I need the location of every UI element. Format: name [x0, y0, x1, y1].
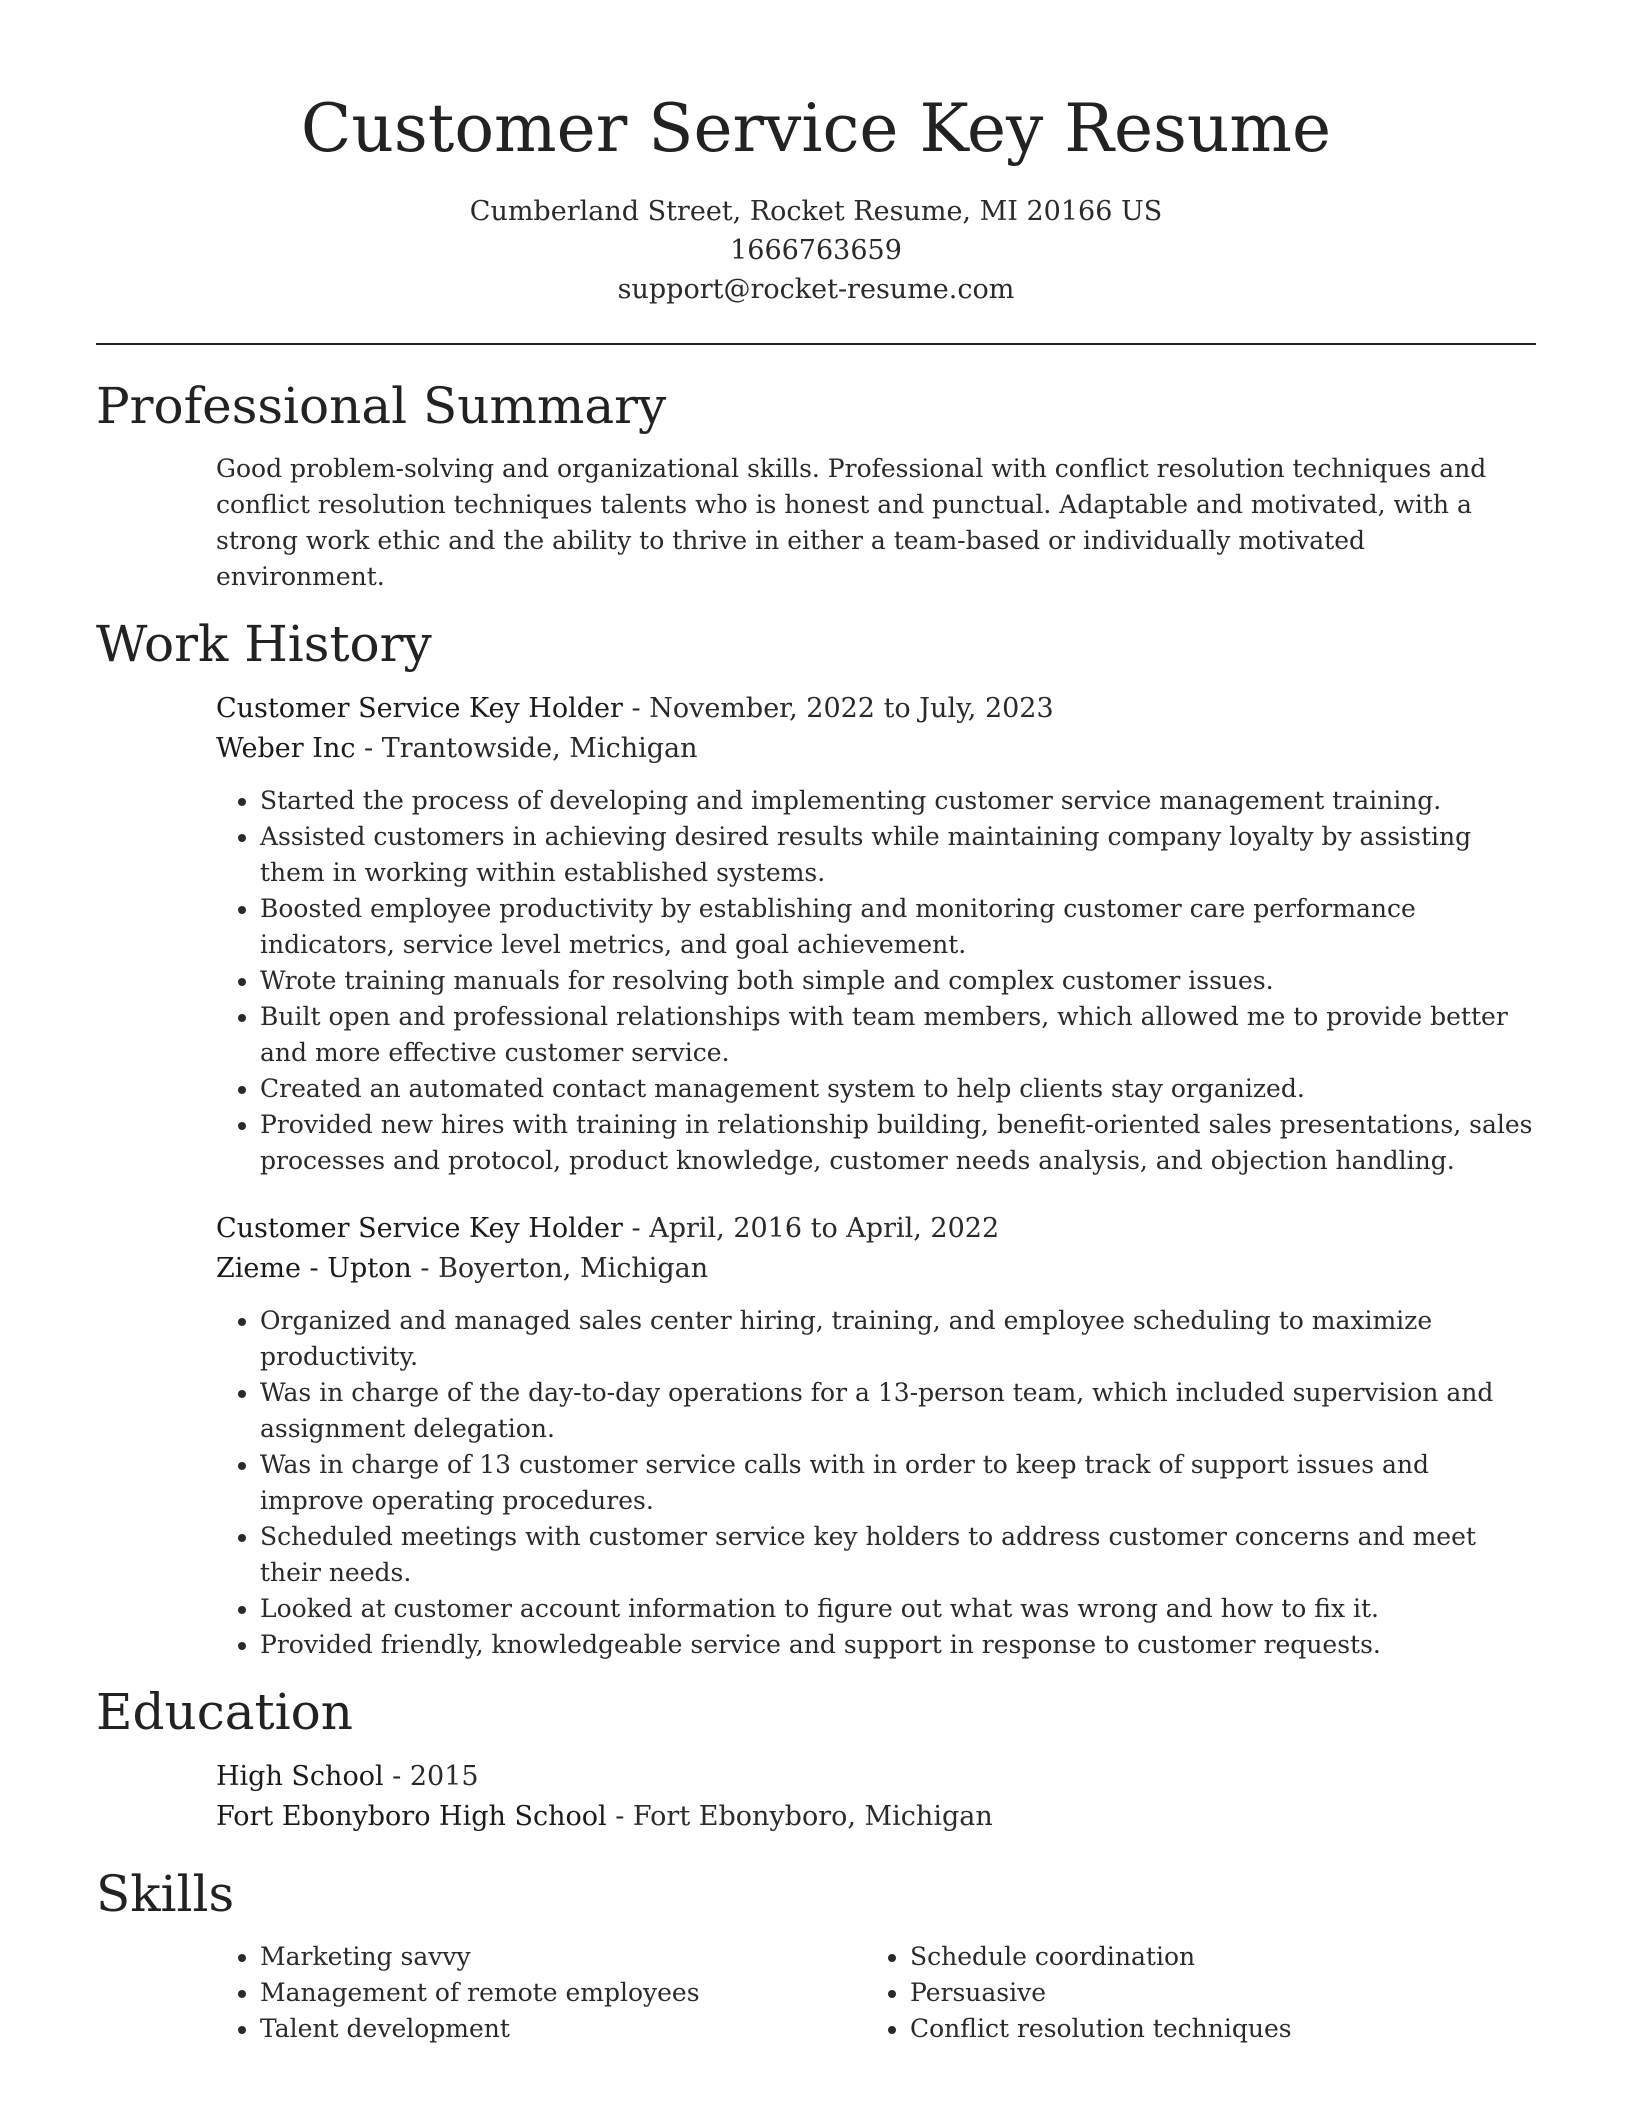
contact-info	[96, 192, 1536, 309]
job-entry	[96, 1209, 1536, 1663]
job-title-line	[216, 1209, 1536, 1249]
list-item: • Looked at customer account information to figure out what was wrong and how to fix it.	[260, 1591, 1536, 1627]
list-item: • Was in charge of 13 customer service calls with in order to keep track of support issues and improve operating procedures.	[260, 1447, 1536, 1519]
job-role: Customer Service Key Holder	[216, 1213, 623, 1244]
job-dates: - April, 2016 to April, 2022	[622, 1213, 1000, 1244]
skills-list	[866, 1939, 1516, 2047]
education-heading: Education	[96, 1683, 353, 1741]
list-item: • Persuasive	[910, 1975, 1516, 2011]
job-bullets	[216, 783, 1536, 1179]
job-title-line	[216, 689, 1536, 729]
job-entry	[96, 689, 1536, 1179]
phone: 1666763659	[730, 235, 902, 266]
job-location: - Boyerton, Michigan	[411, 1253, 709, 1284]
list-item: • Provided friendly, knowledgeable service and support in response to customer requests.	[260, 1627, 1536, 1663]
school-name: Fort Ebonyboro High School	[216, 1801, 607, 1832]
list-item: • Organized and managed sales center hiring, training, and employee scheduling to maximize productivity.	[260, 1303, 1536, 1375]
list-item: • Started the process of developing and implementing customer service management training.	[260, 783, 1536, 819]
job-company-line	[216, 1249, 1536, 1289]
resume-title: Customer Service Key Resume	[300, 90, 1332, 167]
job-bullets	[216, 1303, 1536, 1663]
job-location: - Trantowside, Michigan	[355, 733, 698, 764]
summary-section	[96, 375, 1536, 595]
work-heading: Work History	[96, 615, 432, 673]
work-section	[96, 613, 1536, 1663]
job-company: Zieme - Upton	[216, 1253, 412, 1284]
list-item: • Provided new hires with training in relationship building, benefit-oriented sales presentations, sales processes and protocol, product knowledge, customer needs analysis, and objection handling.	[260, 1107, 1536, 1179]
skills-column-left	[216, 1925, 866, 2047]
skills-section	[96, 1863, 1536, 2047]
list-item: • Assisted customers in achieving desired results while maintaining company loyalty by assisting them in working within established systems.	[260, 819, 1536, 891]
skills-heading: Skills	[96, 1865, 235, 1923]
job-role: Customer Service Key Holder	[216, 693, 623, 724]
list-item: • Was in charge of the day-to-day operations for a 13-person team, which included supervision and assignment delegation.	[260, 1375, 1536, 1447]
degree-line	[216, 1757, 1536, 1797]
list-item: • Created an automated contact management system to help clients stay organized.	[260, 1071, 1536, 1107]
skills-list	[216, 1939, 866, 2047]
education-section	[96, 1681, 1536, 1837]
job-company-line	[216, 729, 1536, 769]
degree: High School	[216, 1761, 384, 1792]
email: support@rocket-resume.com	[617, 274, 1015, 305]
summary-heading: Professional Summary	[96, 377, 667, 435]
header-divider	[96, 343, 1536, 345]
list-item: • Schedule coordination	[910, 1939, 1516, 1975]
list-item: • Conflict resolution techniques	[910, 2011, 1516, 2047]
list-item: • Management of remote employees	[260, 1975, 866, 2011]
resume-header	[96, 0, 1536, 309]
list-item: • Marketing savvy	[260, 1939, 866, 1975]
list-item: • Built open and professional relationships with team members, which allowed me to provide better and more effective customer service.	[260, 999, 1536, 1071]
list-item: • Talent development	[260, 2011, 866, 2047]
skills-grid	[96, 1925, 1536, 2047]
school-location: - Fort Ebonyboro, Michigan	[606, 1801, 993, 1832]
job-dates: - November, 2022 to July, 2023	[622, 693, 1054, 724]
address: Cumberland Street, Rocket Resume, MI 20166 US	[469, 196, 1163, 227]
list-item: • Wrote training manuals for resolving both simple and complex customer issues.	[260, 963, 1536, 999]
education-entry	[96, 1757, 1536, 1837]
school-line	[216, 1797, 1536, 1837]
job-company: Weber Inc	[216, 733, 356, 764]
summary-text: Good problem-solving and organizational skills. Professional with conflict resolution techniques and conflict resolution techniques talents who is honest and punctual. Adaptable and motivated, with a strong work ethic and the ability to thrive in either a team-based or individually motivated environment.	[216, 454, 1487, 591]
list-item: • Boosted employee productivity by establishing and monitoring customer care performance indicators, service level metrics, and goal achievement.	[260, 891, 1536, 963]
graduation-year: - 2015	[383, 1761, 479, 1792]
skills-column-right	[866, 1925, 1516, 2047]
list-item: • Scheduled meetings with customer service key holders to address customer concerns and meet their needs.	[260, 1519, 1536, 1591]
